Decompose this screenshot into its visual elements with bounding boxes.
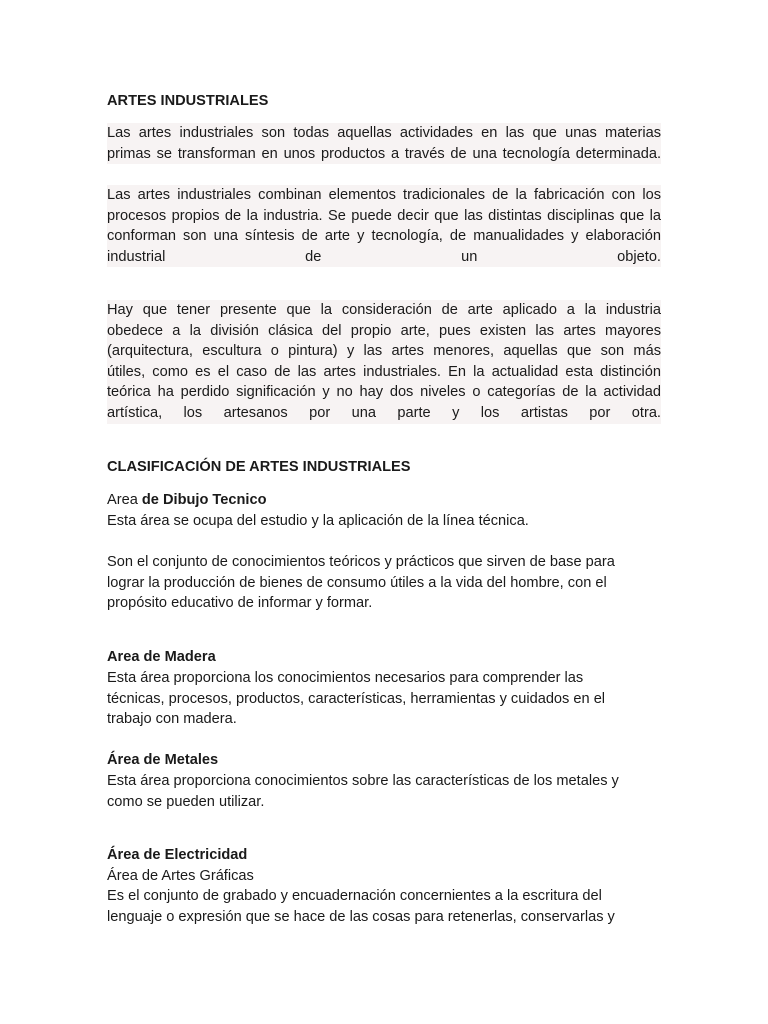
area-dibujo-paragraph [107,552,661,614]
text-line: industrial de un objeto. [107,248,661,265]
area-title: de Dibujo Tecnico [141,492,267,508]
text-line: conforman son una síntesis de arte y tecnología, de manualidades y elaboración [107,228,661,245]
intro-paragraph-2 [107,185,661,267]
area-electricidad-paragraph [107,886,661,927]
text-line: lenguaje o expresión que se hace de las cosas para retenerlas, conservarlas y [107,908,615,925]
area-dibujo-description: Esta área se ocupa del estudio y la aplicación de la línea técnica. [107,513,529,529]
area-madera-paragraph [107,668,661,730]
area-electricidad-heading: Área de Electricidad [107,847,248,863]
text-line: Es el conjunto de grabado y encuadernación concernientes a la escritura del [107,888,602,904]
text-line: como se pueden utilizar. [107,793,265,810]
text-line: primas se transforman en unos productos a través de una tecnología determinada. [107,145,661,162]
area-prefix: Area [107,492,142,508]
text-line: Las artes industriales combinan elementos tradicionales de la fabricación con los [107,187,661,203]
text-line: lograr la producción de bienes de consumo útiles a la vida del hombre, con el [107,574,607,591]
text-line: propósito educativo de informar y formar. [107,595,373,612]
area-artes-graficas-subtitle: Área de Artes Gráficas [107,868,254,884]
text-line: artística, los artesanos por una parte y los artistas por otra. [107,404,661,421]
text-line: Hay que tener presente que la consideración de arte aplicado a la industria [107,302,661,318]
text-line: obedece a la división clásica del propio arte, pues existen las artes mayores [107,322,661,339]
text-line: teórica ha perdido significación y no hay dos niveles o categorías de la actividad [107,384,661,401]
intro-paragraph-1 [107,123,661,164]
heading-artes-industriales: ARTES INDUSTRIALES [107,93,269,109]
area-metales-heading: Área de Metales [107,752,219,768]
text-line: (arquitectura, escultura o pintura) y las artes menores, aquellas que son más [107,343,661,360]
text-line: Esta área proporciona conocimientos sobre las características de los metales y [107,773,619,789]
text-line: Las artes industriales son todas aquellas actividades en las que unas materias [107,125,661,141]
text-line: trabajo con madera. [107,711,237,728]
text-line: útiles, como es el caso de las artes industriales. En la actualidad esta distinción [107,363,661,380]
text-line: Son el conjunto de conocimientos teóricos y prácticos que sirven de base para [107,554,615,570]
area-metales-paragraph [107,771,661,812]
text-line: Esta área proporciona los conocimientos necesarios para comprender las [107,670,584,686]
intro-paragraph-3 [107,300,661,424]
area-madera-heading: Area de Madera [107,649,216,665]
text-line: procesos propios de la industria. Se puede decir que las distintas disciplinas que la [107,207,661,224]
heading-clasificacion: CLASIFICACIÓN DE ARTES INDUSTRIALES [107,459,411,475]
text-line: técnicas, procesos, productos, características, herramientas y cuidados en el [107,690,606,707]
area-dibujo-tecnico-heading [107,490,661,511]
